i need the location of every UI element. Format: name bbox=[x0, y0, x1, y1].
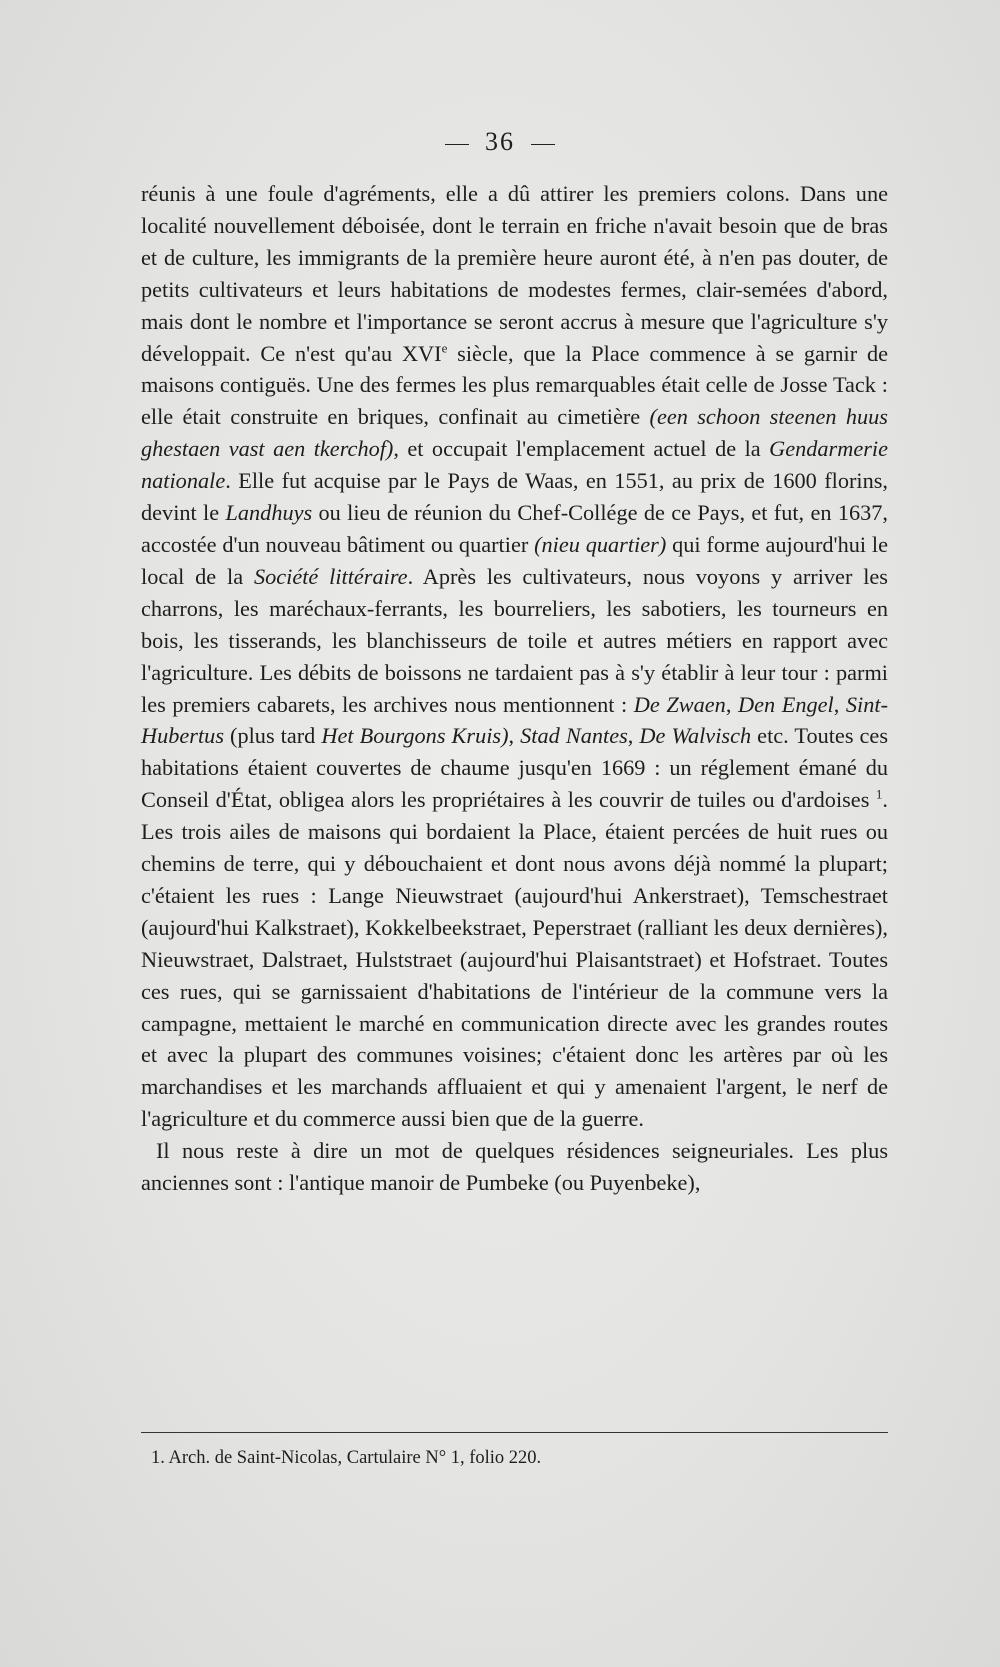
text-run: , bbox=[833, 691, 846, 717]
page-number-text: 36 bbox=[485, 127, 515, 156]
text-run: ou lieu de réunion du Chef-Collége de ce Pays, et fut, en 1637, accostée d'un nouveau bâtiment ou quartier bbox=[141, 500, 888, 557]
italic-text: Den Engel bbox=[738, 691, 834, 717]
footnote-marker: 1. bbox=[151, 1448, 165, 1468]
text-run: etc. Toutes ces habitations étaient couvertes de chaume jusqu'en 1669 : un réglement émané du Conseil d'État, obligea alors les propriétaires à les couvrir de tuiles ou d'ardoises bbox=[141, 723, 889, 813]
italic-text: (nieu quartier) bbox=[534, 531, 667, 557]
text-run: qui forme aujourd'hui le local de la bbox=[141, 531, 888, 589]
text-run: (plus tard bbox=[224, 723, 322, 749]
footnote-text: Arch. de Saint-Nicolas, Cartulaire N° 1, folio 220. bbox=[168, 1448, 542, 1468]
italic-text: Société littéraire bbox=[253, 563, 408, 589]
text-run: réunis à une foule d'agréments, elle a dû attirer les premiers colons. Dans une localité nouvellement déboisée, dont le terrain en friche n'avait besoin que de bras et de culture, les immigrants de la première heure auront été, à n'en pas douter, de petits cultivateurs et leurs habitations de modestes fermes, clair-semées d'abord, mais dont le nombre et l'importance se seront accrus à mesure que l'agriculture s'y développait. Ce n'est qu'au XVI bbox=[141, 181, 888, 366]
italic-text: (een schoon steenen huus ghestaen vast aen tkerchof) bbox=[141, 404, 888, 462]
text-run: siècle, que la Place commence à se garnir de maisons contiguës. Une des fermes les plus remarquables était celle de Josse Tack : elle était construite en briques, confinait au cimetière bbox=[141, 340, 888, 430]
superscript: 1 bbox=[875, 786, 883, 802]
italic-text: Het Bourgons Kruis) bbox=[321, 723, 509, 749]
italic-text: Sint-Hubertus bbox=[141, 691, 889, 749]
text-run: , et occupait l'emplacement actuel de la bbox=[393, 436, 770, 462]
folio-dash-left bbox=[445, 144, 469, 145]
paragraph bbox=[141, 1135, 888, 1199]
folio-dash-right bbox=[531, 144, 555, 145]
paragraph bbox=[141, 178, 888, 1135]
footnote-rule bbox=[141, 1432, 888, 1433]
text-run: . Après les cultivateurs, nous voyons y arriver les charrons, les maréchaux-ferrants, les bourreliers, les sabotiers, les tourneurs en bois, les tisserands, les blanchisseurs de toile et autres métiers en rapport avec l'agriculture. Les débits de boissons ne tardaient pas à s'y établir à leur tour : parmi les premiers cabarets, les archives nous mentionnent : bbox=[141, 563, 888, 717]
italic-text: Gendarmerie nationale bbox=[141, 436, 888, 494]
italic-text: De Zwaen bbox=[633, 691, 726, 717]
page-number bbox=[0, 127, 1000, 157]
text-run: . Elle fut acquise par le Pays de Waas, en 1551, au prix de 1600 florins, devint le bbox=[141, 468, 888, 526]
body-text bbox=[141, 178, 888, 1199]
superscript: e bbox=[441, 340, 448, 356]
text-run: , bbox=[725, 691, 738, 717]
text-run: . Les trois ailes de maisons qui bordaient la Place, étaient percées de huit rues ou chemins de terre, qui y débouchaient et dont nous avons déjà nommé la plupart; c'étaient les rues : Lange Nieuwstraet (aujourd'hui Ankerstraet), Temschestraet (aujourd'hui Kalkstraet), Kokkelbeekstraet, Peperstraet (ralliant les deux dernières), Nieuwstraet, Dalstraet, Hulststraet (aujourd'hui Plaisantstraet) et Hofstraet. Toutes ces rues, qui se garnissaient d'habitations de l'intérieur de la commune vers la campagne, mettaient le marché en communication directe avec les grandes routes et avec la plupart des communes voisines; c'étaient donc les artères par où les marchandises et les marchands affluaient et qui y amenaient l'argent, le nerf de l'agriculture et du commerce aussi bien que de la guerre. bbox=[141, 787, 888, 1132]
text-run: , bbox=[508, 723, 521, 749]
italic-text: De Walvisch bbox=[639, 723, 752, 749]
footnote bbox=[151, 1446, 891, 1470]
italic-text: Landhuys bbox=[225, 500, 313, 526]
text-run: , bbox=[627, 723, 640, 749]
italic-text: Stad Nantes bbox=[520, 723, 628, 749]
text-run: Il nous reste à dire un mot de quelques résidences seigneuriales. Les plus anciennes sont : l'antique manoir de Pumbeke (ou Puyenbeke), bbox=[141, 1138, 888, 1196]
